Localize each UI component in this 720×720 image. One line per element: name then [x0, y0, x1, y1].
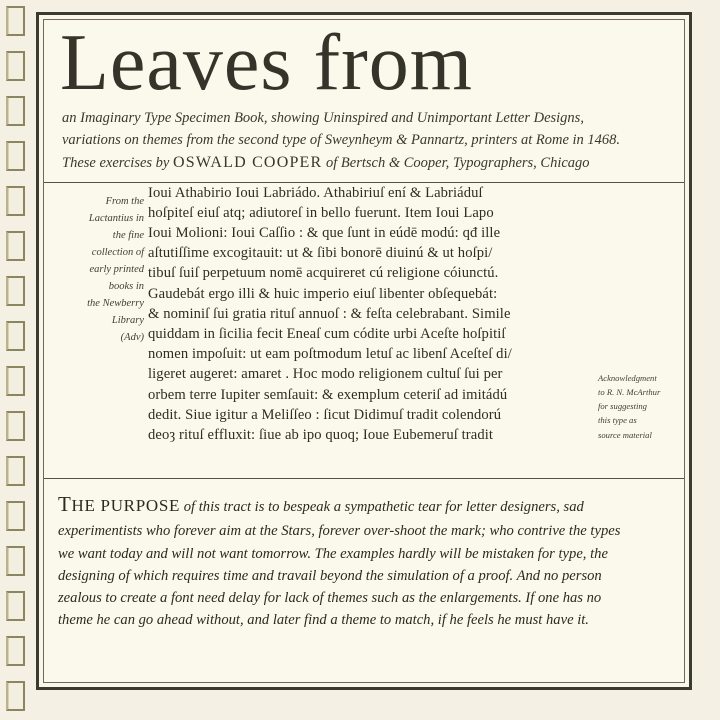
subtitle-line [62, 129, 670, 151]
colophon-text: designing of which requires time and travail beyond the simulation of a proof. And no person [58, 567, 602, 584]
binding-hole [6, 591, 25, 621]
binding-hole [6, 636, 25, 666]
colophon-drop-cap: T [58, 491, 72, 516]
margin-note-right-line: source material [598, 429, 652, 440]
binding-hole [6, 186, 25, 216]
colophon-line [58, 520, 670, 542]
binding-hole [6, 546, 25, 576]
margin-note-left-line: Lactantius in [88, 212, 144, 224]
colophon-text: experimentists who forever aim at the Stars, forever over-shoot the mark; who contrive the types [58, 523, 621, 540]
margin-note-right-line: this type as [598, 415, 637, 426]
margin-note-left-line: (Adv) [120, 331, 144, 343]
latin-specimen-line: aſtutiſſime excogitauit: ut & ſibi bonorē diuinú & ut hoſpi/ [148, 245, 493, 262]
colophon-line [58, 489, 670, 521]
subtitle-block [62, 107, 670, 175]
page-title: Leaves from [60, 19, 474, 107]
header-section [44, 20, 684, 183]
sheet-inner-rule [43, 19, 685, 683]
specimen-section [44, 183, 684, 479]
binding-hole [6, 456, 25, 486]
margin-note-right [598, 371, 676, 442]
latin-specimen-line: deoȝ rituſ effluxit: ſiue ab ipo quoq; Ioue Eubemeruſ tradit [148, 427, 494, 443]
binding-hole [6, 411, 25, 441]
margin-note-left-line: the fine [112, 229, 144, 241]
colophon-line [58, 609, 670, 631]
margin-note-left [56, 193, 144, 346]
latin-specimen-line: Ioui Athabirio Ioui Labriádo. Athabiriuſ ení & Labriáduſ [148, 184, 483, 201]
binding-hole [6, 501, 25, 531]
margin-note-left-line: the Newberry [87, 297, 144, 309]
margin-note-left-line: early printed [89, 263, 144, 275]
margin-note-left-line: Library [111, 314, 144, 326]
binding-hole [6, 231, 25, 261]
binding-hole [6, 276, 25, 306]
binding-hole [6, 51, 25, 81]
latin-specimen-line: & nominiſ ſui gratia rituſ annuoſ : & feſta celebrabant. Simile [148, 305, 511, 322]
binding-hole [6, 141, 25, 171]
margin-note-right-line: for suggesting [598, 401, 647, 412]
latin-specimen-line: Ioui Molioni: Ioui Caſſio : & que ſunt in eúdē modú: qđ ille [148, 224, 501, 241]
latin-specimen-text [148, 183, 620, 446]
subtitle-text: of Bertsch & Cooper, Typographers, Chicago [322, 155, 590, 172]
subtitle-line [62, 107, 670, 129]
colophon-lead-rest: HE PURPOSE [71, 495, 181, 515]
binding-hole [6, 681, 25, 711]
author-name: OSWALD COOPER [173, 154, 323, 172]
colophon-line [58, 587, 670, 609]
latin-specimen-line: orbem terre Iupiter semſauit: & exemplum ceteriſ ad imitádú [148, 386, 508, 403]
latin-specimen-line: hoſpiteſ eiuſ atq; adiutoreſ in bello fuerunt. Item Ioui Lapo [148, 204, 494, 221]
latin-specimen-line: ligeret augeret: amaret . Hoc modo religionem cultuſ ſui per [148, 366, 503, 383]
margin-note-right-line: to R. N. McArthur [598, 386, 661, 397]
specimen-sheet [36, 12, 692, 690]
spiral-binding-strip [0, 0, 34, 720]
margin-note-left-line: collection of [91, 246, 144, 258]
subtitle-line [62, 151, 670, 175]
latin-specimen-line: nomen impoſuit: ut eam poſtmodum letuſ ac libenſ Aceſteſ di/ [148, 346, 512, 363]
latin-specimen-line: dedit. Siue igitur a Meliſſeo : ſicut Didimuſ tradit colendorú [148, 406, 502, 423]
colophon-line [58, 565, 670, 587]
colophon-text: we want today and will not want tomorrow. The examples hardly will be mistaken for type, the [58, 545, 608, 562]
margin-note-left-line: books in [108, 280, 144, 292]
subtitle-text: These exercises by [62, 155, 173, 172]
subtitle-text: variations on themes from the second type of Sweynheym & Pannartz, printers at Rome in 1468. [62, 132, 621, 149]
colophon-text: zealous to create a font need delay for lack of themes such as the enlargements. If one has no [58, 589, 602, 606]
subtitle-text: an Imaginary Type Specimen Book, showing Uninspired and Unimportant Letter Designs, [62, 110, 584, 127]
colophon-text: of this tract is to bespeak a sympathetic tear for letter designers, sad [180, 498, 584, 515]
colophon-section [44, 479, 684, 632]
binding-hole [6, 6, 25, 36]
latin-specimen-line: tibuſ ſuiſ perpetuum nomē acquireret cú religione cóiunctú. [148, 265, 499, 282]
colophon-line [58, 543, 670, 565]
margin-note-left-line: From the [105, 195, 144, 207]
latin-specimen-line: Gaudebát ergo illi & huic imperio eiuſ libenter obſequebát: [148, 285, 498, 302]
binding-hole [6, 321, 25, 351]
binding-hole [6, 96, 25, 126]
binding-hole [6, 366, 25, 396]
margin-note-right-line: Acknowledgment [598, 372, 657, 383]
latin-specimen-line: quiddam in ſicilia fecit Eneaſ cum códite urbi Aceſte hoſpitiſ [148, 325, 506, 342]
colophon-text: theme he can go ahead without, and later find a theme to match, if he feels he must have it. [58, 612, 589, 629]
colophon-lead-in [58, 491, 181, 516]
